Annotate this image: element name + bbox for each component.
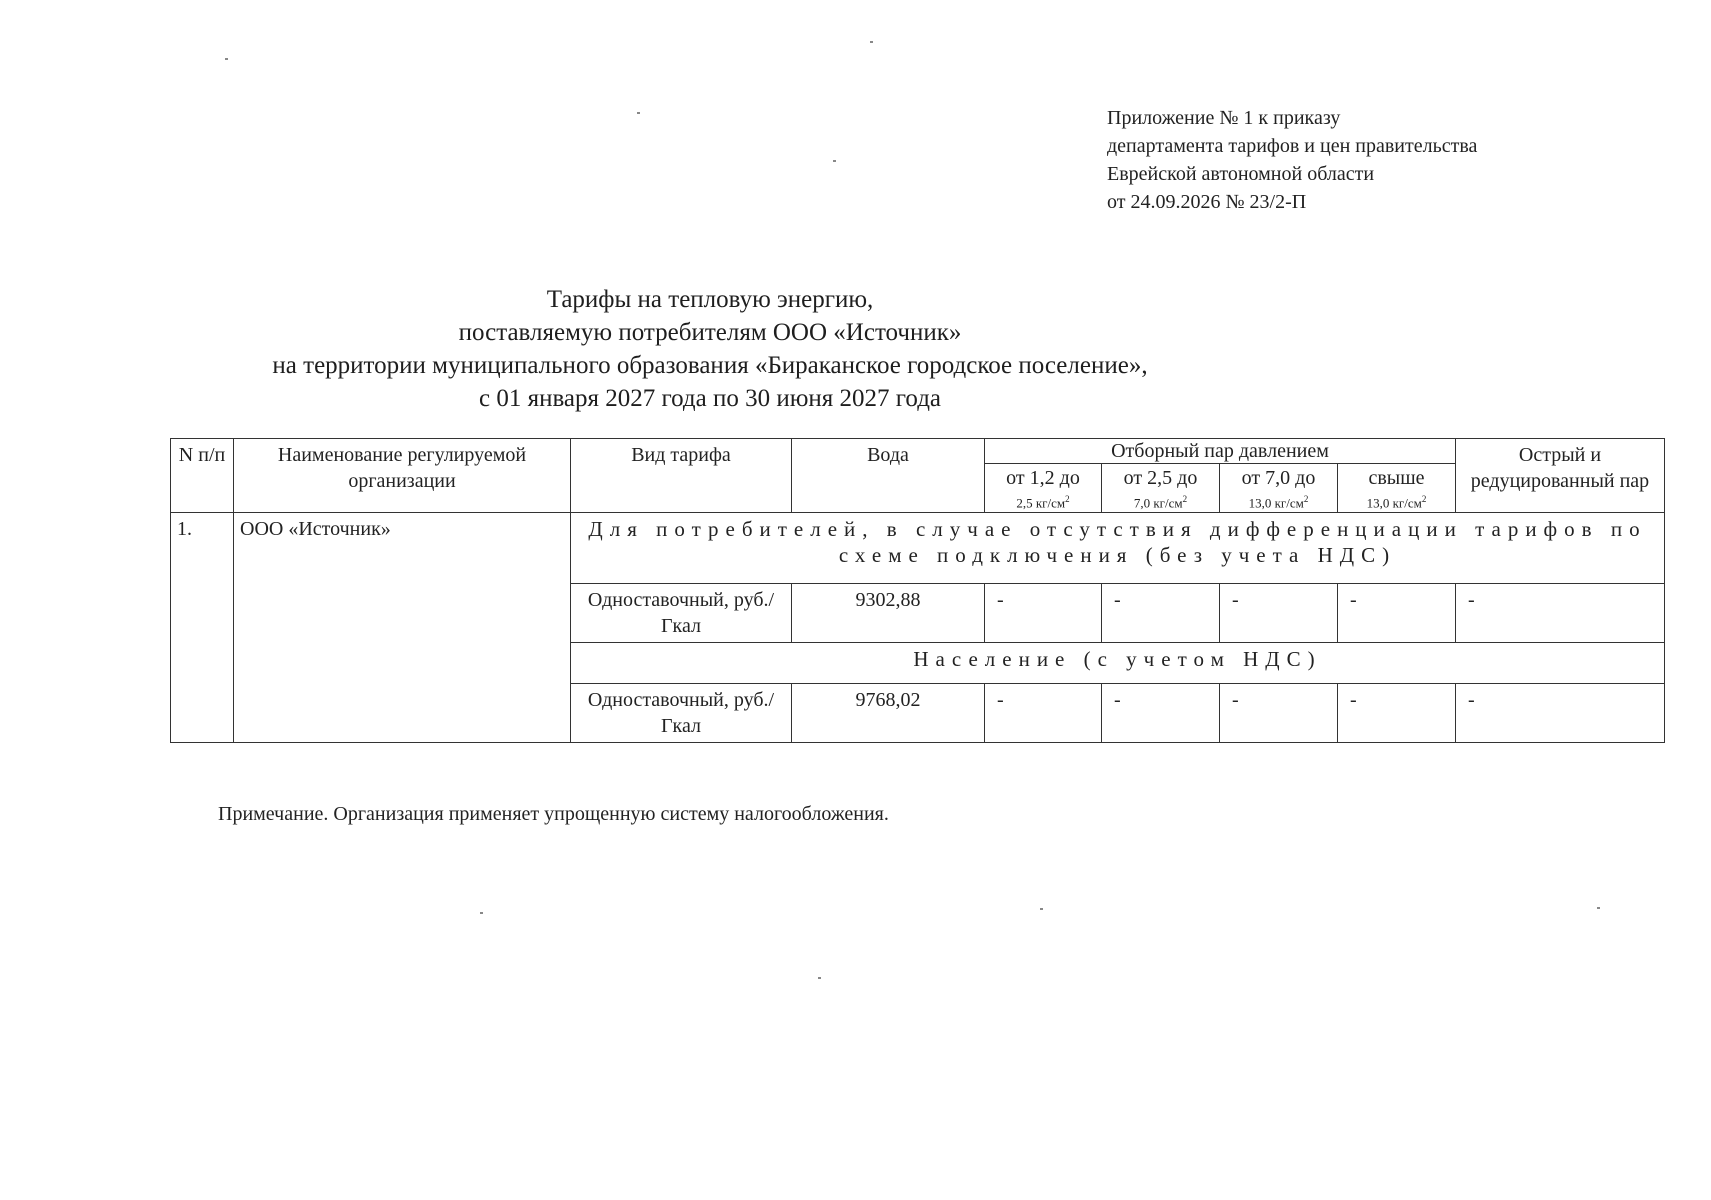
scan-speck [480,912,483,914]
scan-speck [1040,908,1043,910]
header-tariff-type: Вид тарифа [571,439,792,513]
scan-speck [833,160,836,162]
header-sharp-steam: Острый и редуцированный пар [1456,439,1665,513]
subheader-label: от 1,2 до [1006,467,1080,489]
section-population: Население (с учетом НДС) [571,643,1665,684]
subheader-unit: 7,0 $кг/см^2$ [1133,494,1188,511]
dash-cell: - [985,584,1102,643]
scan-speck [637,112,640,114]
subheader-label: от 2,5 до [1123,467,1198,489]
dash-cell: - [1220,584,1338,643]
subheader-label: от 7,0 до [1241,467,1316,489]
subheader-pressure-2 [1102,464,1220,513]
scan-speck [870,41,873,43]
appendix-line: Приложение № 1 к приказу [1107,107,1341,129]
document-title [0,283,1420,415]
water-value-cell: 9768,02 [792,684,985,743]
dash-cell: - [1220,684,1338,743]
tariff-type-cell: Одноставочный, руб./Гкал [571,684,792,743]
tariff-type-cell: Одноставочный, руб./Гкал [571,584,792,643]
appendix-line: Еврейской автономной области [1107,163,1375,185]
title-line: на территории муниципального образования «Бираканское городское поселение», [272,352,1148,379]
subheader-pressure-1 [985,464,1102,513]
dash-cell: - [1338,584,1456,643]
header-steam: Отборный пар давлением [985,439,1456,464]
scan-speck [818,977,821,979]
dash-cell: - [1456,584,1665,643]
subheader-pressure-3 [1220,464,1338,513]
dash-cell: - [1102,584,1220,643]
header-row [171,439,1665,464]
subheader-unit: 13,0 $кг/см^2$ [1366,494,1427,511]
water-value-cell: 9302,88 [792,584,985,643]
header-water: Вода [792,439,985,513]
dash-cell: - [985,684,1102,743]
row-num: 1. [171,513,234,743]
subheader-unit: 13,0 $кг/см^2$ [1248,494,1309,511]
section-consumers: Для потребителей, в случае отсутствия дифференциации тарифов по схеме подключения (без учета НДС) [571,513,1665,584]
section-row-consumers [171,513,1665,584]
subheader-unit: 2,5 $кг/см^2$ [1016,494,1070,511]
footnote: Примечание. Организация применяет упрощенную систему налогообложения. [218,803,889,825]
scan-speck [1597,907,1600,909]
header-num: N п/п [171,439,234,513]
subheader-label: свыше [1368,467,1425,489]
tariff-table [170,438,1665,743]
dash-cell: - [1456,684,1665,743]
dash-cell: - [1102,684,1220,743]
subheader-pressure-4 [1338,464,1456,513]
title-line: Тарифы на тепловую энергию, [546,286,874,313]
scan-speck [225,58,228,60]
appendix-line: департамента тарифов и цен правительства [1107,135,1478,157]
title-line: поставляемую потребителям ООО «Источник» [458,319,962,346]
header-org: Наименование регулируемой организации [234,439,571,513]
appendix-line: от 24.09.2026 № 23/2-П [1107,191,1307,213]
row-org: ООО «Источник» [234,513,571,743]
appendix-block [1107,104,1477,216]
title-line: с 01 января 2027 года по 30 июня 2027 года [478,385,942,412]
dash-cell: - [1338,684,1456,743]
